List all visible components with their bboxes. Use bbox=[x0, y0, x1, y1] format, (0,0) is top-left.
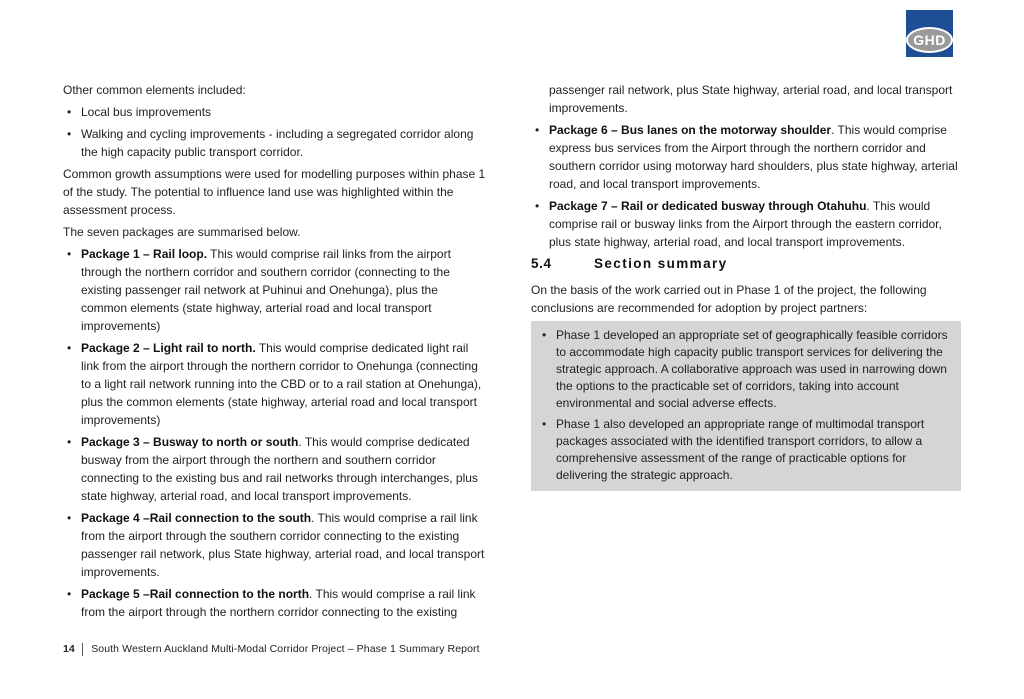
left-column bbox=[63, 81, 487, 625]
bullet-icon: • bbox=[67, 127, 72, 141]
footer-document-title: South Western Auckland Multi-Modal Corridor Project – Phase 1 Summary Report bbox=[91, 643, 480, 655]
bullet-icon: • bbox=[67, 247, 72, 261]
bullet-item bbox=[63, 125, 487, 161]
package-text bbox=[81, 509, 487, 581]
page-number: 14 bbox=[63, 643, 75, 655]
bullet-item bbox=[63, 103, 487, 121]
package-5-continuation: passenger rail network, plus State highway, arterial road, and local transport improvements. bbox=[549, 83, 953, 115]
summary-bullet-item bbox=[540, 327, 957, 412]
package-title: Package 3 – Busway to north or south bbox=[81, 435, 299, 449]
package-item-7 bbox=[531, 197, 961, 251]
package-description: . This would comprise express bus services from the Airport through the northern corridor and southern corridor using motorway hard shoulders, plus state highway, arterial road, and local transport improvements. bbox=[549, 123, 958, 191]
bullet-icon: • bbox=[67, 435, 72, 449]
package-text bbox=[81, 339, 487, 429]
summary-bullet-text: Phase 1 developed an appropriate set of geographically feasible corridors to accommodate high capacity public transport services for delivering the strategic approach. A collaborative approach was used in narrowing down the options to the practicable set of corridors, taking into account environmental and social adverse effects. bbox=[556, 328, 948, 410]
package-text bbox=[81, 585, 487, 621]
ghd-logo bbox=[906, 10, 953, 57]
package-title: Package 7 – Rail or dedicated busway through Otahuhu bbox=[549, 199, 867, 213]
package-item-3 bbox=[63, 433, 487, 505]
section-title: Section summary bbox=[594, 256, 728, 271]
package-text bbox=[549, 197, 961, 251]
package-description: . This would comprise rail or busway links from the Airport through the eastern corridor, plus state highway, arterial road, and local transport improvements. bbox=[549, 199, 942, 249]
package-title: Package 6 – Bus lanes on the motorway shoulder bbox=[549, 123, 832, 137]
package-description: This would comprise dedicated light rail link from the airport through the northern corridor to Onehunga (connecting to a light rail network running into the CBD or to a rail station at Onehunga), plus the common elements (state highway, arterial road and local transport improvements) bbox=[81, 341, 482, 427]
bullet-text: Local bus improvements bbox=[81, 105, 212, 119]
paragraph-intro: Other common elements included: bbox=[63, 83, 246, 97]
bullet-icon: • bbox=[535, 199, 540, 213]
package-description: . This would comprise a rail link from the airport through the southern corridor connecting to the existing passenger rail network, plus State highway, arterial road, and local transport improvements. bbox=[81, 511, 485, 579]
bullet-icon: • bbox=[67, 341, 72, 355]
package-text bbox=[549, 121, 961, 193]
section-heading bbox=[531, 256, 961, 272]
right-column bbox=[531, 81, 961, 491]
bullet-icon: • bbox=[542, 328, 547, 342]
package-title: Package 1 – Rail loop. bbox=[81, 247, 208, 261]
package-item-2 bbox=[63, 339, 487, 429]
bullet-icon: • bbox=[67, 105, 72, 119]
summary-bullet-text: Phase 1 also developed an appropriate range of multimodal transport packages associated with the identified transport corridors, to allow a comprehensive assessment of the range of practicable options for delivering the strategic approach. bbox=[556, 417, 925, 482]
section-number: 5.4 bbox=[531, 256, 552, 271]
page-footer bbox=[63, 640, 480, 658]
bullet-text: Walking and cycling improvements - including a segregated corridor along the high capacity public transport corridor. bbox=[81, 127, 474, 159]
package-text bbox=[81, 433, 487, 505]
bullet-icon: • bbox=[542, 417, 547, 431]
package-item-5 bbox=[63, 585, 487, 621]
bullet-icon: • bbox=[67, 511, 72, 525]
bullet-icon: • bbox=[67, 587, 72, 601]
footer-separator bbox=[82, 643, 84, 656]
package-title: Package 2 – Light rail to north. bbox=[81, 341, 256, 355]
package-title: Package 4 –Rail connection to the south bbox=[81, 511, 312, 525]
ghd-logo-ellipse bbox=[906, 27, 953, 53]
package-description: . This would comprise a rail link from the airport through the northern corridor connecting to the existing bbox=[81, 587, 476, 619]
package-item-1 bbox=[63, 245, 487, 335]
package-title: Package 5 –Rail connection to the north bbox=[81, 587, 310, 601]
package-item-4 bbox=[63, 509, 487, 581]
paragraph-growth: Common growth assumptions were used for modelling purposes within phase 1 of the study. The potential to influence land use was highlighted within the assessment process. bbox=[63, 167, 486, 217]
package-item-6 bbox=[531, 121, 961, 193]
package-description: This would comprise rail links from the airport through the northern corridor and southern corridor (connecting to the existing passenger rail network at Puhinui and Onehunga), plus the common elements (state highway, arterial road and local transport improvements) bbox=[81, 247, 451, 333]
summary-bullet-item bbox=[540, 416, 957, 484]
section-intro: On the basis of the work carried out in Phase 1 of the project, the following conclusions are recommended for adoption by project partners: bbox=[531, 283, 927, 315]
bullet-icon: • bbox=[535, 123, 540, 137]
paragraph-seven-packages: The seven packages are summarised below. bbox=[63, 225, 301, 239]
summary-highlight-box bbox=[531, 321, 961, 491]
package-description: . This would comprise dedicated busway from the airport through the northern and southern corridor connecting to the existing bus and rail networks through interchanges, plus state highway, arterial road, and local transport improvements. bbox=[81, 435, 478, 503]
package-text bbox=[81, 245, 487, 335]
ghd-logo-text: GHD bbox=[913, 32, 946, 48]
